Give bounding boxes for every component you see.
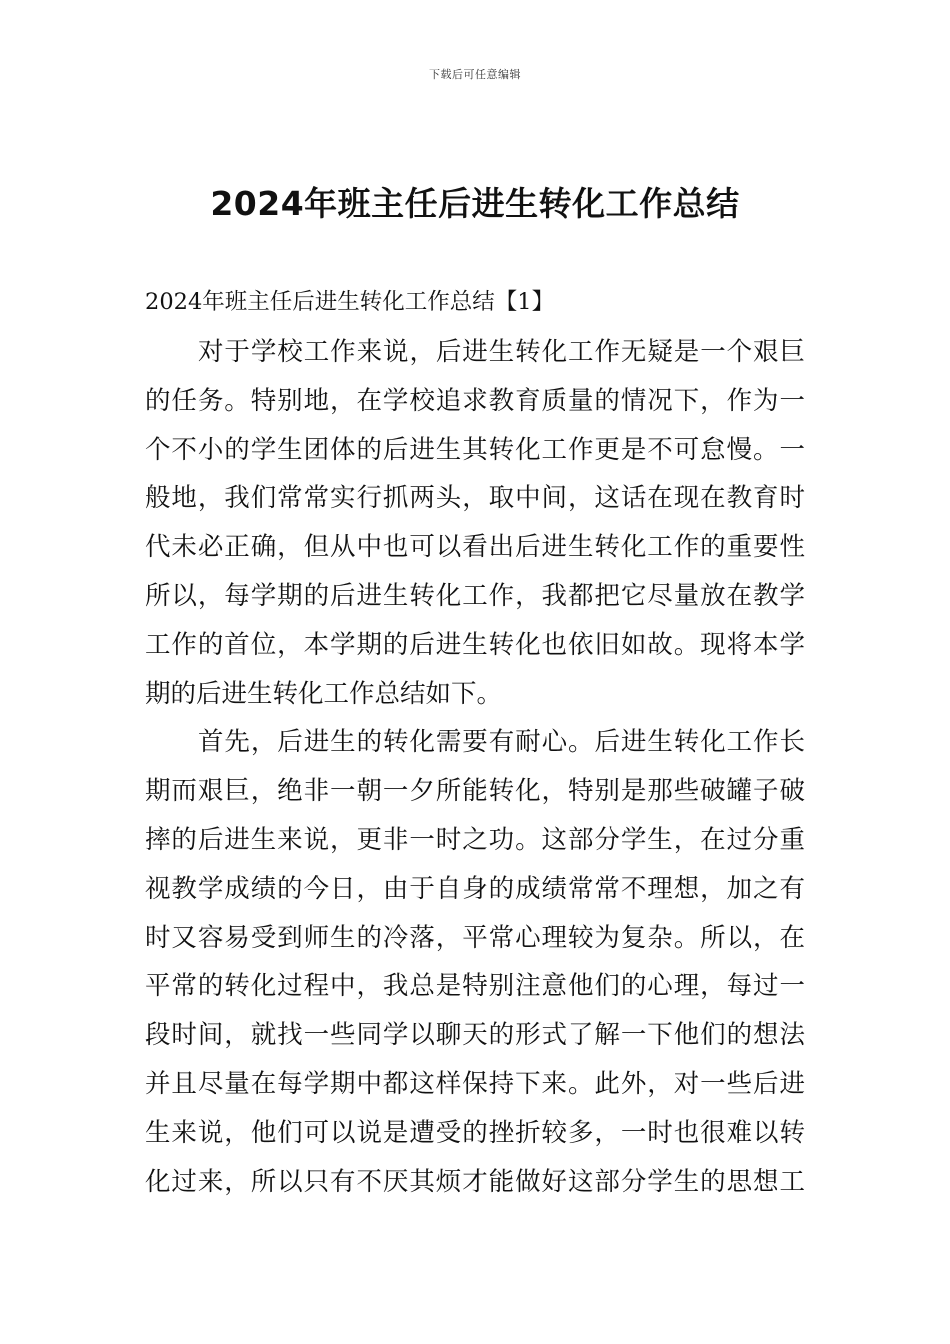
paragraph-line: 视教学成绩的今日，由于自身的成绩常常不理想，加之有 [145,873,805,904]
document-title: 2024年班主任后进生转化工作总结 [210,184,740,223]
paragraph-line: 工作的首位，本学期的后进生转化也依旧如故。现将本学 [145,629,805,660]
paragraph-line: 化过来，所以只有不厌其烦才能做好这部分学生的思想工 [145,1166,805,1197]
paragraph-line: 段时间，就找一些同学以聊天的形式了解一下他们的想法 [145,1020,805,1051]
paragraph-line: 摔的后进生来说，更非一时之功。这部分学生，在过分重 [145,824,805,855]
paragraph-line: 生来说，他们可以说是遭受的挫折较多，一时也很难以转 [145,1117,805,1148]
page-header-note: 下载后可任意编辑 [429,68,521,81]
paragraph-line: 平常的转化过程中，我总是特别注意他们的心理，每过一 [145,971,805,1002]
paragraph-line: 的任务。特别地，在学校追求教育质量的情况下，作为一 [145,385,805,416]
paragraph-line: 所以，每学期的后进生转化工作，我都把它尽量放在教学 [145,580,805,611]
paragraph-line: 般地，我们常常实行抓两头，取中间，这话在现在教育时 [145,483,805,514]
paragraph-line: 时又容易受到师生的冷落，平常心理较为复杂。所以，在 [145,922,805,953]
paragraph [145,718,805,1206]
paragraph-line: 并且尽量在每学期中都这样保持下来。此外，对一些后进 [145,1068,805,1099]
document-body [145,328,805,1206]
paragraph-line: 首先，后进生的转化需要有耐心。后进生转化工作长 [198,727,805,758]
paragraph [145,328,805,718]
paragraph-line: 期的后进生转化工作总结如下。 [145,678,503,709]
paragraph-line: 代未必正确，但从中也可以看出后进生转化工作的重要性 [145,532,805,563]
section-heading: 2024年班主任后进生转化工作总结【1】 [145,289,555,315]
paragraph-line: 对于学校工作来说，后进生转化工作无疑是一个艰巨 [198,337,805,367]
paragraph-line: 期而艰巨，绝非一朝一夕所能转化，特别是那些破罐子破 [145,776,805,807]
paragraph-line: 个不小的学生团体的后进生其转化工作更是不可怠慢。一 [145,434,805,465]
